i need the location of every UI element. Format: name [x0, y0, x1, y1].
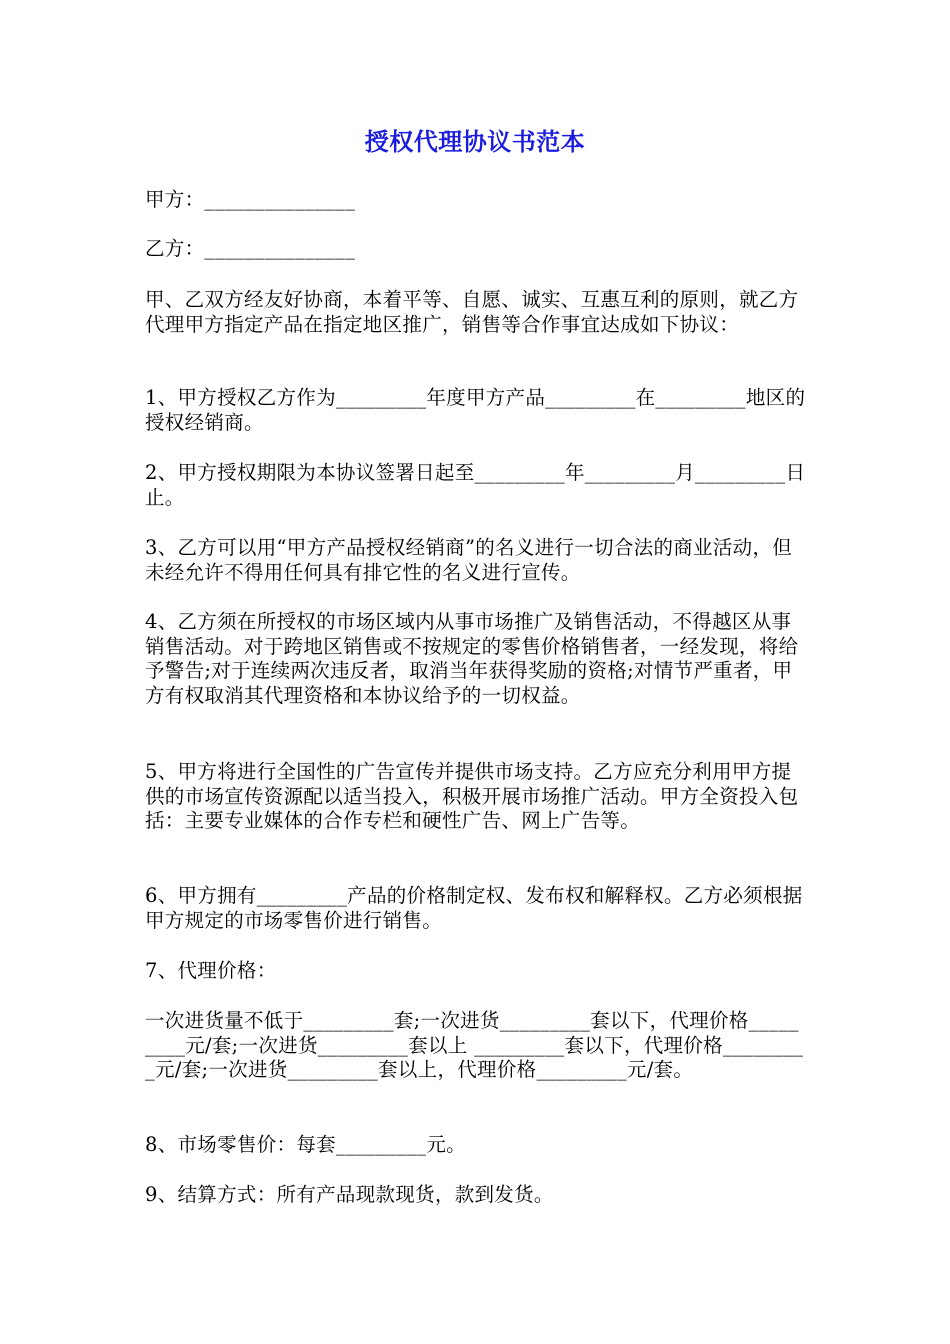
- intro-paragraph: [145, 288, 807, 337]
- page-title: 授权代理协议书范本: [364, 128, 586, 156]
- paragraph: 3、乙方可以用“甲方产品授权经销商”的名义进行一切合法的商业活动，但未经允许不得用任何具有排它性的名义进行宣传。: [145, 536, 793, 584]
- party-a-line: [145, 188, 807, 213]
- clause-4: [145, 610, 807, 708]
- clause-2: [145, 461, 807, 510]
- paragraph: 甲方：_______________: [145, 188, 356, 211]
- paragraph: 一次进货量不低于_________套;一次进货_________套以下，代理价格_________元/套;一次进货_________套以上 _________套以下，代理价格_________元/套;一次进货_________套以上，代理价格_________元/套。: [145, 1009, 804, 1082]
- paragraph: 4、乙方须在所授权的市场区域内从事市场推广及销售活动，不得越区从事销售活动。对于跨地区销售或不按规定的零售价格销售者，一经发现，将给予警告;对于连续两次违反者，取消当年获得奖励的资格;对情节严重者，甲方有权取消其代理资格和本协议给予的一切权益。: [145, 610, 799, 707]
- clause-1: [145, 386, 807, 435]
- paragraph: 1、甲方授权乙方作为_________年度甲方产品_________在_________地区的授权经销商。: [145, 386, 806, 434]
- paragraph: 甲、乙双方经友好协商，本着平等、自愿、诚实、互惠互利的原则，就乙方代理甲方指定产品在指定地区推广，销售等合作事宜达成如下协议：: [145, 288, 799, 336]
- paragraph: 5、甲方将进行全国性的广告宣传并提供市场支持。乙方应充分利用甲方提供的市场宣传资源配以适当投入，积极开展市场推广活动。甲方全资投入包括：主要专业媒体的合作专栏和硬性广告、网上广告等。: [145, 760, 799, 833]
- paragraph: 6、甲方拥有_________产品的价格制定权、发布权和解释权。乙方必须根据甲方规定的市场零售价进行销售。: [145, 884, 803, 932]
- paragraph: 乙方：_______________: [145, 237, 356, 260]
- clause-9: [145, 1183, 807, 1208]
- clause-5: [145, 760, 807, 834]
- paragraph: 8、市场零售价：每套_________元。: [145, 1133, 466, 1156]
- clause-8: [145, 1133, 807, 1158]
- paragraph: 7、代理价格：: [145, 959, 277, 982]
- clause-7: [145, 959, 807, 984]
- party-b-line: [145, 237, 807, 262]
- clause-6: [145, 884, 807, 933]
- price-tiers-paragraph: [145, 1009, 807, 1083]
- paragraph: 9、结算方式：所有产品现款现货，款到发货。: [145, 1183, 554, 1206]
- clause-3: [145, 536, 807, 585]
- paragraph: 2、甲方授权期限为本协议签署日起至_________年_________月_________日止。: [145, 461, 806, 509]
